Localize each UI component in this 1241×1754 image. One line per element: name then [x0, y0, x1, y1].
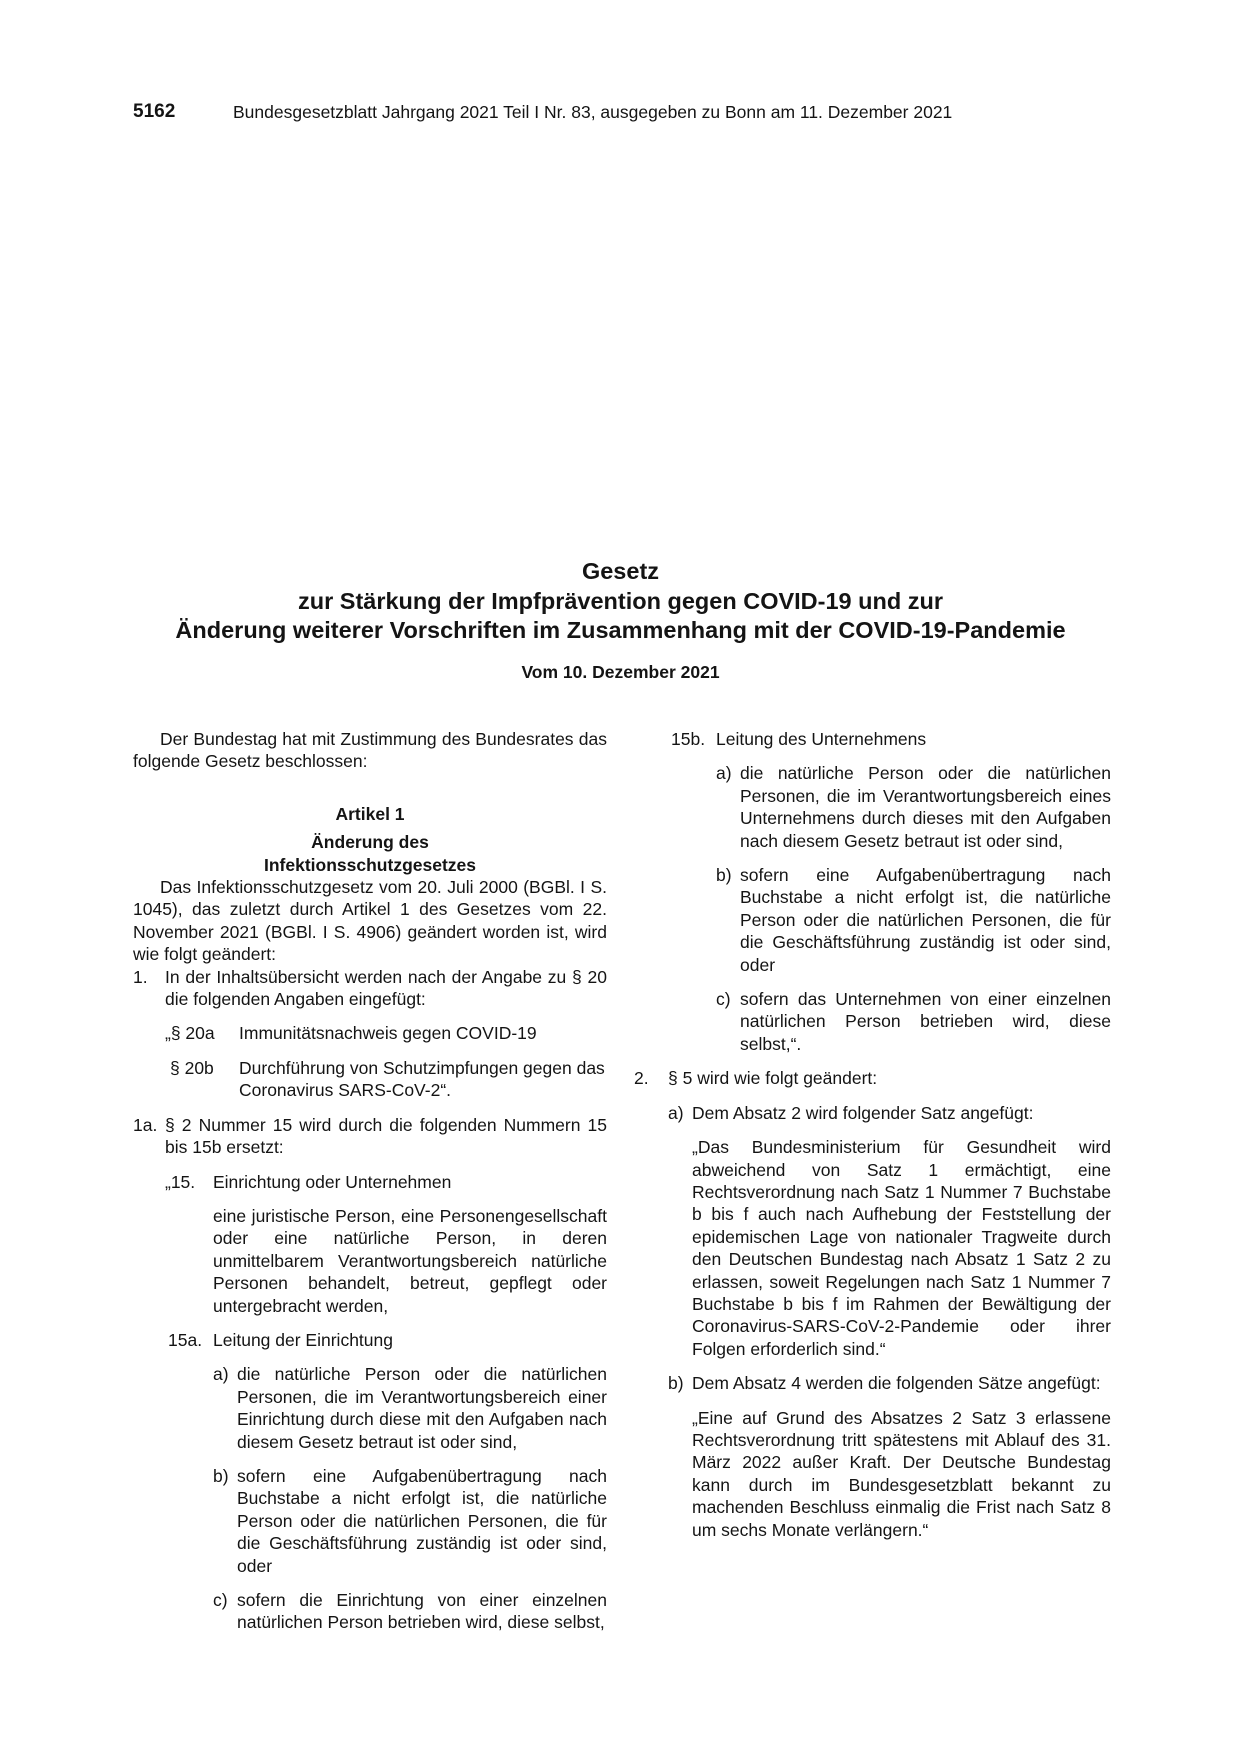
title-line-1: Gesetz	[581, 558, 660, 584]
toc-text: Durchführung von Schutzimpfungen gegen das Coronavirus SARS-CoV-2“.	[239, 1057, 605, 1101]
definition-15a-b	[213, 1465, 607, 1577]
list-item-1	[133, 966, 607, 1011]
list-text: § 2 Nummer 15 wird durch die folgenden Nummern 15 bis 15b ersetzt:	[165, 1114, 607, 1158]
definition-15b-a	[716, 762, 1111, 852]
list-item-2	[634, 1067, 1111, 1089]
sub-label: a)	[213, 1364, 229, 1385]
list-label: 1.	[133, 966, 148, 987]
title-line-2: zur Stärkung der Impfprävention gegen COVID-19 und zur	[297, 587, 943, 614]
amendment-quote-b: „Eine auf Grund des Absatzes 2 Satz 3 erlassene Rechtsverordnung tritt spätestens mit Ablauf des 31. März 2022 außer Kraft. Der Deutsche Bundestag kann durch im Bundesgesetzblatt bekannt zu machenden Beschluss einmalig die Frist nach Satz 8 um sechs Monate verlängern.“	[692, 1407, 1111, 1540]
list-item-2-b	[668, 1372, 1111, 1394]
sub-text: die natürliche Person oder die natürlichen Personen, die im Verantwortungsbereich eines Unternehmens durch dieses mit den Aufgaben nach diesem Gesetz betraut ist oder sind,	[740, 763, 1111, 851]
definition-15	[165, 1171, 607, 1193]
right-column	[634, 728, 1111, 1541]
sub-text: sofern eine Aufgabenübertragung nach Buchstabe a nicht erfolgt ist, die natürliche Person oder die natürlichen Personen, die für die Geschäftsführung zuständig ist oder sind, oder	[740, 865, 1111, 975]
law-date: Vom 10. Dezember 2021	[521, 662, 720, 682]
list-label: 2.	[634, 1068, 649, 1089]
definition-15a-a	[213, 1363, 607, 1453]
sub-text: Dem Absatz 2 wird folgender Satz angefügt:	[692, 1102, 1034, 1123]
toc-label: „§ 20a	[165, 1023, 215, 1044]
definition-15a-c	[213, 1589, 607, 1634]
definition-15a	[168, 1329, 607, 1351]
list-label: 1a.	[133, 1114, 158, 1135]
sub-label: b)	[213, 1465, 229, 1486]
sub-text: die natürliche Person oder die natürlichen Personen, die im Verantwortungsbereich einer Einrichtung durch diese mit den Aufgaben nach diesem Gesetz betraut ist oder sind,	[237, 1364, 607, 1452]
definition-15b-b	[716, 864, 1111, 976]
definition-15b-c	[716, 988, 1111, 1055]
definition-title: Leitung der Einrichtung	[213, 1329, 393, 1350]
definition-label: „15.	[165, 1171, 196, 1192]
sub-text: sofern die Einrichtung von einer einzelnen natürlichen Person betrieben wird, diese selbst,	[237, 1590, 607, 1633]
sub-label: c)	[213, 1590, 228, 1610]
running-header: Bundesgesetzblatt Jahrgang 2021 Teil I Nr. 83, ausgegeben zu Bonn am 11. Dezember 2021	[233, 102, 953, 122]
preamble: Der Bundestag hat mit Zustimmung des Bundesrates das folgende Gesetz beschlossen:	[133, 729, 607, 772]
toc-entry-20b	[170, 1057, 607, 1102]
sub-text: sofern eine Aufgabenübertragung nach Buchstabe a nicht erfolgt ist, die natürliche Person oder die natürlichen Personen, die für die Geschäftsführung zuständig ist oder sind, oder	[237, 1465, 607, 1576]
article-intro: Das Infektionsschutzgesetz vom 20. Juli 2000 (BGBl. I S. 1045), das zuletzt durch Artikel 1 des Gesetzes vom 22. November 2021 (BGBl. I S. 4906) geändert worden ist, wird wie folgt geändert:	[133, 877, 607, 965]
list-item-1a	[133, 1114, 607, 1159]
definition-title: Leitung des Unternehmens	[716, 729, 927, 749]
article-title-line-1: Änderung des	[311, 832, 429, 853]
sub-text: Dem Absatz 4 werden die folgenden Sätze angefügt:	[692, 1373, 1101, 1394]
list-text: In der Inhaltsübersicht werden nach der Angabe zu § 20 die folgenden Angaben eingefügt:	[165, 966, 607, 1010]
toc-entry-20a	[165, 1022, 607, 1044]
definition-label: 15a.	[168, 1329, 203, 1350]
sub-text: sofern das Unternehmen von einer einzelnen natürlichen Person betrieben wird, diese selbst,“.	[740, 989, 1111, 1054]
sub-label: a)	[716, 763, 732, 784]
page-number: 5162	[133, 101, 176, 122]
definition-label: 15b.	[671, 729, 706, 749]
article-title-line-2: Infektionsschutzgesetzes	[264, 854, 476, 875]
definition-15b	[671, 728, 1111, 750]
title-line-3: Änderung weiterer Vorschriften im Zusammenhang mit der COVID-19-Pandemie	[175, 617, 1066, 643]
document-title	[0, 557, 1241, 646]
list-item-2-a	[668, 1102, 1111, 1124]
sub-label: b)	[668, 1373, 684, 1394]
toc-label: § 20b	[170, 1057, 214, 1078]
definition-title: Einrichtung oder Unternehmen	[213, 1171, 452, 1192]
sub-label: b)	[716, 865, 732, 886]
sub-label: a)	[668, 1102, 684, 1123]
sub-label: c)	[716, 989, 731, 1010]
left-column	[133, 728, 607, 1634]
article-label: Artikel 1	[335, 803, 405, 824]
toc-text: Immunitätsnachweis gegen COVID-19	[239, 1023, 537, 1044]
list-text: § 5 wird wie folgt geändert:	[668, 1068, 878, 1089]
amendment-quote-a: „Das Bundesministerium für Gesundheit wird abweichend von Satz 1 ermächtigt, eine Rechtsverordnung nach Satz 1 Nummer 7 Buchstabe b bis f auch nach Aufhebung der Feststellung der epidemischen Lage von nationaler Tragweite durch den Deutschen Bundestag nach Absatz 1 Satz 2 zu erlassen, soweit Regelungen nach Satz 1 Nummer 7 Buchstabe b bis f im Rahmen der Bewältigung der Coronavirus-SARS-CoV-2-Pandemie oder ihrer Folgen erforderlich sind.“	[692, 1137, 1111, 1359]
definition-15-text: eine juristische Person, eine Personengesellschaft oder eine natürliche Person, in deren unmittelbarem Verantwortungsbereich natürliche Personen behandelt, betreut, gepflegt oder untergebracht werden,	[213, 1205, 607, 1316]
